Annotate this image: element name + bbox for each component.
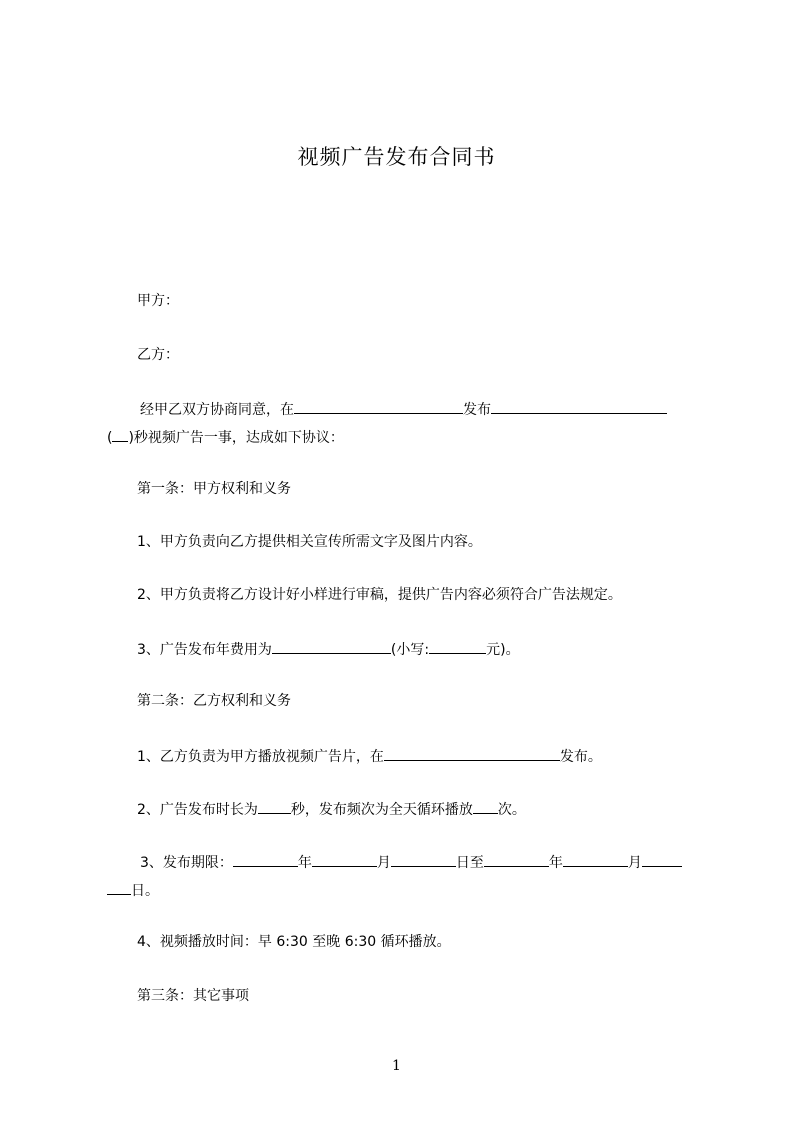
duration-text-2: 秒，发布频次为全天循环播放 bbox=[290, 802, 473, 818]
article-2-item-1 bbox=[137, 745, 602, 767]
period-month-1: 月 bbox=[376, 855, 391, 871]
end-month-blank bbox=[563, 851, 628, 867]
article-1-item-2: 2、甲方负责将乙方设计好小样进行审稿，提供广告内容必须符合广告法规定。 bbox=[137, 587, 622, 603]
article-2-item-3-line-1 bbox=[140, 851, 682, 873]
start-month-blank bbox=[312, 851, 377, 867]
publish-medium-blank bbox=[491, 398, 667, 414]
intro-text-1: 经甲乙双方协商同意，在 bbox=[140, 402, 294, 418]
period-year-1: 年 bbox=[297, 855, 312, 871]
duration-seconds-blank bbox=[258, 798, 291, 814]
play-text-1: 1、乙方负责为甲方播放视频广告片，在 bbox=[137, 749, 384, 765]
duration-text-3: 次。 bbox=[497, 802, 526, 818]
article-2-item-2 bbox=[137, 798, 526, 820]
play-count-blank bbox=[473, 798, 498, 814]
intro-paren-open: ( bbox=[107, 430, 113, 446]
intro-line-1 bbox=[140, 398, 667, 420]
party-b-label: 乙方： bbox=[137, 347, 179, 363]
period-year-2: 年 bbox=[548, 855, 563, 871]
article-2-item-4: 4、视频播放时间：早 6:30 至晚 6:30 循环播放。 bbox=[137, 934, 451, 950]
intro-text-2: 发布 bbox=[463, 402, 491, 418]
fee-text-3: 元)。 bbox=[486, 642, 520, 658]
document-title: 视频广告发布合同书 bbox=[297, 145, 496, 169]
end-year-blank bbox=[484, 851, 549, 867]
period-day-end: 日。 bbox=[131, 883, 159, 899]
ad-seconds-blank bbox=[112, 426, 128, 442]
play-text-2: 发布。 bbox=[559, 749, 602, 765]
article-2-item-3-line-2 bbox=[107, 879, 159, 901]
start-day-blank bbox=[391, 851, 456, 867]
article-1-heading: 第一条：甲方权利和义务 bbox=[137, 481, 291, 497]
fee-amount-blank bbox=[429, 638, 486, 654]
article-1-item-3 bbox=[137, 638, 520, 660]
article-3-heading: 第三条：其它事项 bbox=[137, 988, 249, 1004]
duration-text-1: 2、广告发布时长为 bbox=[137, 802, 258, 818]
annual-fee-blank bbox=[272, 638, 391, 654]
article-1-item-1: 1、甲方负责向乙方提供相关宣传所需文字及图片内容。 bbox=[137, 534, 482, 550]
intro-text-3: )秒视频广告一事，达成如下协议： bbox=[128, 430, 344, 446]
intro-line-2 bbox=[107, 426, 344, 448]
start-year-blank bbox=[233, 851, 298, 867]
play-location-blank bbox=[384, 745, 560, 761]
fee-text-1: 3、广告发布年费用为 bbox=[137, 642, 272, 658]
publish-location-blank bbox=[294, 398, 463, 414]
period-month-2: 月 bbox=[627, 855, 642, 871]
article-2-heading: 第二条：乙方权利和义务 bbox=[137, 693, 291, 709]
end-day-blank-part-1 bbox=[642, 851, 682, 867]
end-day-blank-part-2 bbox=[107, 879, 131, 895]
party-a-label: 甲方： bbox=[137, 293, 179, 309]
period-day-to: 日至 bbox=[455, 855, 484, 871]
fee-text-2: (小写: bbox=[390, 642, 430, 658]
page-number: 1 bbox=[392, 1058, 401, 1074]
period-text-1: 3、发布期限： bbox=[140, 855, 233, 871]
